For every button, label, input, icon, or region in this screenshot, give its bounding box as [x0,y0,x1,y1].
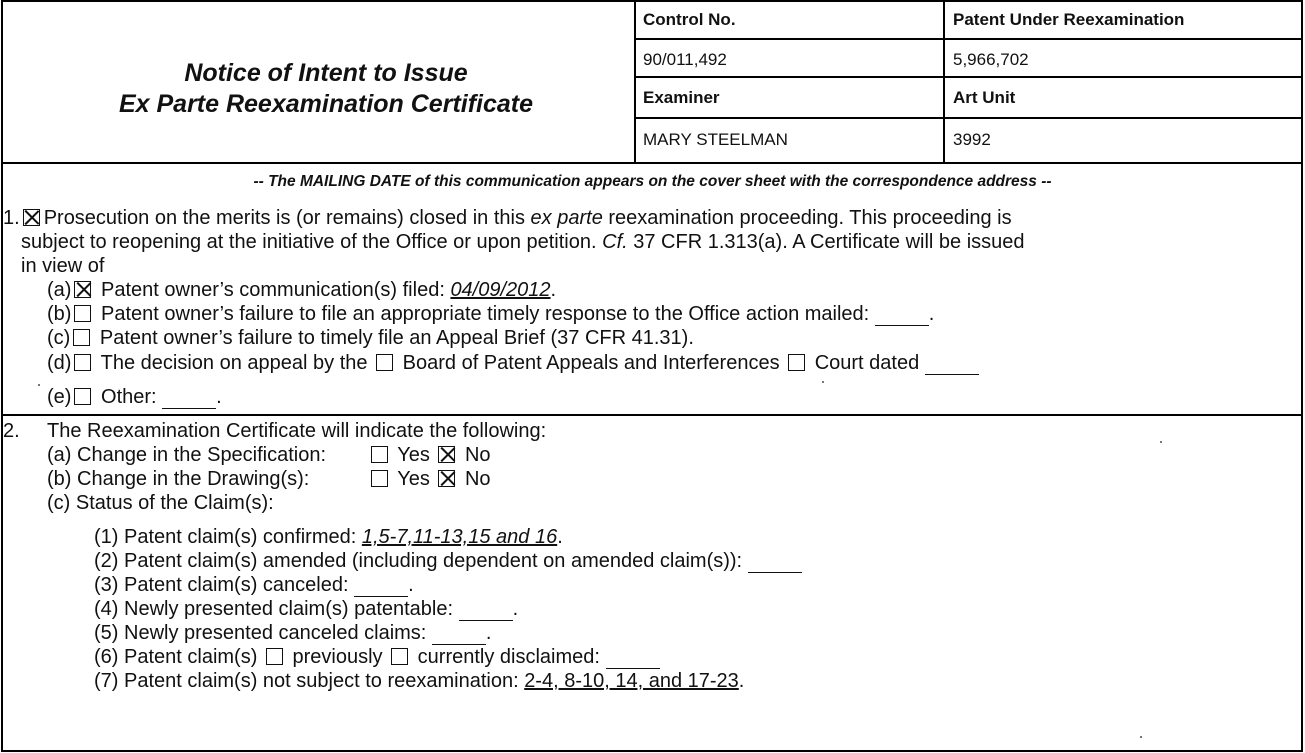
claims-1: (1) Patent claim(s) confirmed: 1,5-7,11-13,15 and 16. [94,526,563,548]
option-b-text: Patent owner’s failure to file an appropriate timely response to the Office action mailed: [101,303,875,325]
header-rule-2 [634,76,1303,78]
claims-1-text: (1) Patent claim(s) confirmed: [94,526,362,548]
control-no-value: 90/011,492 [643,50,727,69]
claims-4-text: (4) Newly presented claim(s) patentable: [94,598,459,620]
option-e-blank [162,392,216,409]
option-b-label: (b) [47,303,72,325]
option-c-label: (c) [47,327,71,349]
patent-value: 5,966,702 [953,50,1029,69]
control-no-label: Control No. [643,10,736,29]
item1-checkbox[interactable] [23,209,40,226]
claims-6-currently: currently disclaimed: [417,646,606,668]
title-line-1: Notice of Intent to Issue [184,59,468,87]
header-rule-1 [634,38,1303,40]
item1-text-1a: Prosecution on the merits is (or remains) closed in this [43,207,531,229]
item2-spec-options [368,443,491,467]
option-d-text: The decision on appeal by the [100,352,374,374]
board-checkbox[interactable] [376,354,393,371]
option-a-label: (a) [47,279,72,301]
item1-option-c [47,326,694,350]
option-e-suffix: . [216,386,222,408]
drawing-no-label: No [464,468,491,490]
scan-speck [1160,441,1162,443]
claims-7-text: (7) Patent claim(s) not subject to reexamination: [94,670,525,692]
option-a-suffix: . [550,279,557,301]
item2-number: 2. [3,420,20,442]
scan-speck [822,381,824,383]
patent-label: Patent Under Reexamination [953,10,1185,29]
scan-speck [38,384,40,386]
item1-option-b [47,302,934,326]
claims-3: (3) Patent claim(s) canceled: . [94,574,414,596]
drawing-no-checkbox[interactable] [438,470,455,487]
claims-6-blank [606,652,660,669]
item1-text-1i: ex parte [530,207,603,229]
art-unit-label: Art Unit [953,88,1016,107]
claims-6-previously: previously [292,646,383,668]
item1-text-2b: 37 CFR 1.313(a). A Certificate will be issued [627,231,1025,253]
option-b-suffix: . [928,303,935,325]
item1-option-d [47,351,979,375]
header-divider-1 [634,0,636,162]
page-title [22,58,630,120]
header-divider-2 [943,0,945,162]
court-text: Court dated [814,352,920,374]
claims-6-text: (6) Patent claim(s) [94,646,263,668]
item1-option-a [47,278,556,302]
currently-disclaimed-checkbox[interactable] [391,648,408,665]
item2-intro: The Reexamination Certificate will indicate the following: [47,420,547,442]
item1-option-e [47,385,222,409]
claims-3-text: (3) Patent claim(s) canceled: [94,574,355,596]
item1-number: 1. [3,207,20,229]
header-rule-3 [634,117,1303,119]
item1-line1 [3,206,1012,230]
item1-line2 [21,230,1025,254]
spec-yes-label: Yes [397,444,430,466]
claims-5-blank [432,628,486,645]
item1-text-2a: subject to reopening at the initiative of the Office or upon petition. [21,231,603,253]
claims-1-value: 1,5-7,11-13,15 and 16 [361,526,558,548]
spec-yes-checkbox[interactable] [371,446,388,463]
claims-2-blank [748,556,802,573]
item1-text-1b: reexamination proceeding. This proceeding is [602,207,1012,229]
option-a-date: 04/09/2012 [450,279,551,301]
previously-disclaimed-checkbox[interactable] [266,648,283,665]
item2-claims-label: (c) Status of the Claim(s): [47,492,274,514]
spec-no-checkbox[interactable] [438,446,455,463]
item2-drawing-options [368,467,491,491]
section-rule [1,414,1303,416]
title-line-2: Ex Parte Reexamination Certificate [118,90,534,118]
claims-6 [94,645,660,669]
item1-line3: in view of [21,255,105,277]
examiner-value: MARY STEELMAN [643,130,788,149]
examiner-label: Examiner [643,88,720,107]
claims-2 [94,549,802,573]
claims-3-blank [354,580,408,597]
item2-drawing-label: (b) Change in the Drawing(s): [47,468,310,490]
court-date-blank [925,358,979,375]
claims-4: (4) Newly presented claim(s) patentable: . [94,598,519,620]
court-checkbox[interactable] [788,354,805,371]
scan-speck [1140,736,1142,738]
option-c-checkbox[interactable] [73,329,90,346]
option-c-text: Patent owner’s failure to timely file an Appeal Brief (37 CFR 41.31). [99,327,694,349]
option-e-text: Other: [101,386,163,408]
option-b-checkbox[interactable] [74,305,91,322]
art-unit-value: 3992 [953,130,991,149]
option-e-label: (e) [47,386,72,408]
option-a-text: Patent owner’s communication(s) filed: [101,279,451,301]
top-rule [1,0,1303,2]
option-e-checkbox[interactable] [74,388,91,405]
drawing-yes-checkbox[interactable] [371,470,388,487]
mailing-notice: -- The MAILING DATE of this communication appears on the cover sheet with the correspondence address -- [253,173,1052,190]
option-a-checkbox[interactable] [74,281,91,298]
item1-text-2i: Cf. [602,231,628,253]
spec-no-label: No [464,444,491,466]
drawing-yes-label: Yes [397,468,430,490]
option-d-checkbox[interactable] [74,354,91,371]
board-text: Board of Patent Appeals and Interferences [402,352,780,374]
claims-7: (7) Patent claim(s) not subject to reexamination: 2-4, 8-10, 14, and 17-23. [94,670,745,692]
claims-5: (5) Newly presented canceled claims: . [94,622,492,644]
claims-7-value: 2-4, 8-10, 14, and 17-23 [524,670,739,692]
item2-spec-label: (a) Change in the Specification: [47,444,327,466]
option-b-blank [875,309,929,326]
claims-2-text: (2) Patent claim(s) amended (including dependent on amended claim(s)): [94,550,748,572]
option-d-label: (d) [47,352,72,374]
claims-5-text: (5) Newly presented canceled claims: [94,622,432,644]
claims-4-blank [459,604,513,621]
